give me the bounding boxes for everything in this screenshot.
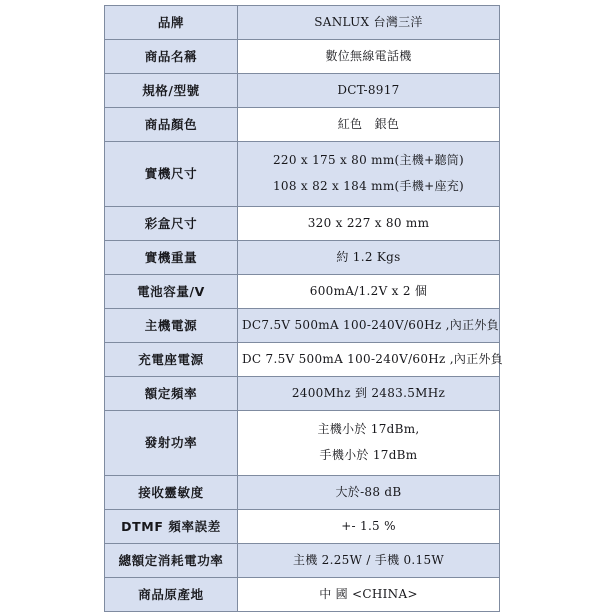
spec-row-value-cell: [238, 578, 500, 612]
spec-table-body: [105, 6, 504, 612]
spec-row-value-line: SANLUX 台灣三洋: [314, 14, 423, 29]
spec-row-label: 電池容量/V: [137, 283, 205, 299]
spec-row-value-line: 600mA/1.2V x 2 個: [309, 283, 428, 298]
spec-row-value-cell: [238, 40, 500, 74]
spec-table-row: [105, 476, 500, 510]
spec-row-value-line: DC 7.5V 500mA 100-240V/60Hz ,內正外負: [242, 351, 504, 366]
spec-row-value-line: 紅色 銀色: [337, 116, 400, 131]
spec-row-value-cell: [238, 510, 500, 544]
spec-row-label-cell: [105, 578, 238, 612]
spec-row-value-cell: [238, 275, 500, 309]
spec-row-value-cell: [238, 476, 500, 510]
spec-row-value-line: DCT-8917: [337, 82, 400, 97]
spec-row-label-cell: [105, 510, 238, 544]
spec-row-label: 彩盒尺寸: [144, 215, 198, 231]
spec-row-label: 商品原產地: [138, 586, 204, 602]
spec-row-label-cell: [105, 40, 238, 74]
spec-row-value-cell: [238, 411, 500, 476]
spec-row-value-cell: [238, 309, 500, 343]
spec-row-label: DTMF 頻率誤差: [121, 518, 221, 534]
spec-table-row: [105, 40, 500, 74]
spec-row-value-line: 約 1.2 Kgs: [336, 249, 401, 264]
spec-table-row: [105, 142, 500, 207]
spec-row-value-cell: [238, 343, 504, 377]
spec-row-label-cell: [105, 74, 238, 108]
spec-row-value-cell: [238, 6, 500, 40]
spec-row-value-line: 主機 2.25W / 手機 0.15W: [292, 552, 445, 567]
spec-table-row: [105, 343, 500, 377]
spec-row-label: 主機電源: [144, 317, 198, 333]
spec-row-label-cell: [105, 207, 238, 241]
spec-row-value-line: 手機小於 17dBm: [319, 448, 418, 462]
spec-row-value-line: 320 x 227 x 80 mm: [307, 215, 430, 230]
spec-row-label-cell: [105, 343, 238, 377]
spec-row-value-line: 大於-88 dB: [335, 484, 402, 499]
spec-row-label-cell: [105, 6, 238, 40]
spec-row-value-line: 108 x 82 x 184 mm(手機+座充): [272, 179, 465, 193]
spec-table-row: [105, 207, 500, 241]
spec-row-label: 品牌: [157, 14, 185, 30]
spec-row-label-cell: [105, 377, 238, 411]
spec-row-label: 實機重量: [144, 249, 198, 265]
spec-row-label-cell: [105, 411, 238, 476]
spec-row-value-line: DC7.5V 500mA 100-240V/60Hz ,內正外負: [242, 317, 499, 332]
spec-table-row: [105, 578, 500, 612]
spec-row-value-cell: [238, 544, 500, 578]
spec-row-value-cell: [238, 207, 500, 241]
spec-row-label: 接收靈敏度: [138, 484, 204, 500]
spec-row-label-cell: [105, 142, 238, 207]
spec-row-label-cell: [105, 309, 238, 343]
spec-row-label-cell: [105, 544, 238, 578]
product-specification-table: [104, 5, 504, 612]
spec-row-label-cell: [105, 108, 238, 142]
spec-table-row: [105, 275, 500, 309]
spec-row-value-cell: [238, 74, 500, 108]
spec-row-value-cell: [238, 377, 500, 411]
spec-table-row: [105, 309, 500, 343]
spec-row-label: 商品顏色: [144, 116, 198, 132]
spec-row-label-cell: [105, 275, 238, 309]
spec-row-value-line: 數位無線電話機: [325, 48, 412, 63]
spec-row-value-cell: [238, 108, 500, 142]
spec-row-value-cell: [238, 241, 500, 275]
spec-table-row: [105, 108, 500, 142]
spec-row-label-cell: [105, 476, 238, 510]
spec-table-row: [105, 74, 500, 108]
spec-row-value-cell: [238, 142, 500, 207]
spec-table-row: [105, 6, 500, 40]
spec-row-label: 實機尺寸: [144, 166, 198, 182]
spec-table-row: [105, 241, 500, 275]
spec-row-label: 規格/型號: [142, 82, 200, 98]
spec-row-label: 額定頻率: [144, 385, 198, 401]
spec-table-row: [105, 544, 500, 578]
spec-row-label: 發射功率: [144, 435, 198, 451]
spec-row-label: 商品名稱: [144, 48, 198, 64]
spec-table-row: [105, 411, 500, 476]
spec-row-label: 總額定消耗電功率: [118, 552, 224, 568]
spec-row-label: 充電座電源: [138, 351, 204, 367]
spec-table-row: [105, 510, 500, 544]
spec-row-value-line: 主機小於 17dBm,: [317, 422, 420, 437]
spec-row-value-line: 2400Mhz 到 2483.5MHz: [291, 385, 446, 400]
spec-row-value-line: 中 國 <CHINA>: [319, 586, 418, 601]
spec-row-label-cell: [105, 241, 238, 275]
spec-row-value-line: +- 1.5 %: [341, 518, 396, 533]
spec-row-value-line: 220 x 175 x 80 mm(主機+聽筒): [272, 153, 465, 168]
spec-table-row: [105, 377, 500, 411]
